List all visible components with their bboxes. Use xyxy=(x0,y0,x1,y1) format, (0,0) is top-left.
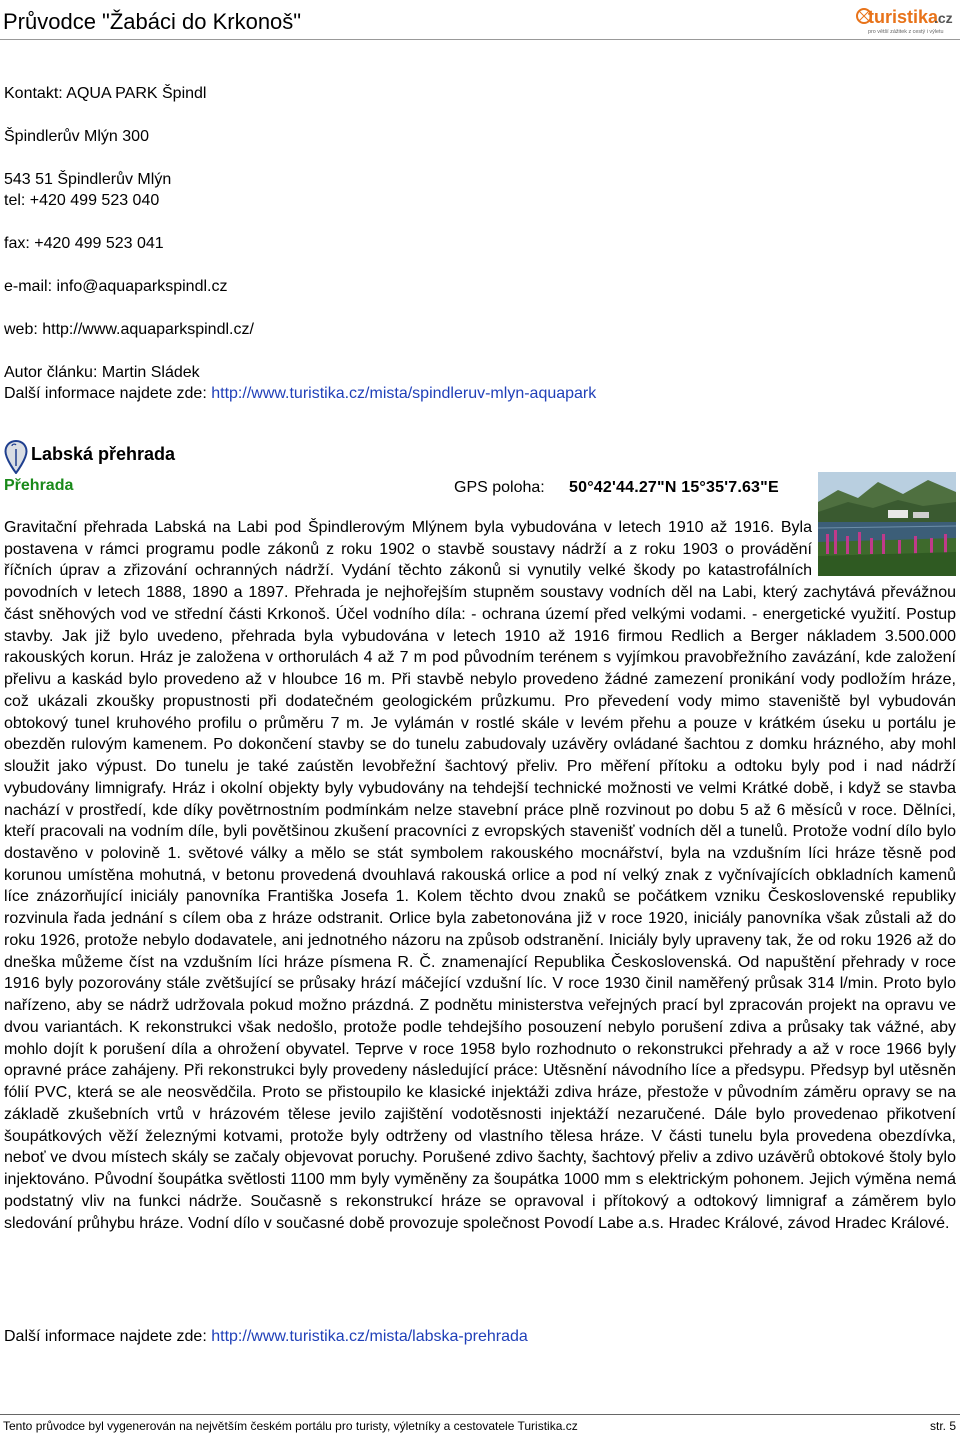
labska-prehrada-link[interactable]: http://www.turistika.cz/mista/labska-prehrada xyxy=(211,1328,528,1345)
contact-line: Kontakt: AQUA PARK Špindl xyxy=(4,85,207,102)
map-pin-icon xyxy=(4,440,28,474)
more-info-label: Další informace najdete zde: xyxy=(4,1328,207,1345)
logo-tld: .cz xyxy=(934,10,953,26)
contact-line: web: http://www.aquaparkspindl.cz/ xyxy=(4,321,254,338)
more-info-label: Další informace najdete zde: xyxy=(4,385,207,402)
footer-divider xyxy=(0,1414,960,1415)
turistika-logo[interactable] xyxy=(855,3,957,37)
contact-line: tel: +420 499 523 040 xyxy=(4,192,160,209)
article-body xyxy=(4,517,956,1234)
author-line: Autor článku: Martin Sládek xyxy=(4,364,200,381)
more-info-line xyxy=(4,1328,528,1346)
contact-line: e-mail: info@aquaparkspindl.cz xyxy=(4,278,228,295)
header-divider xyxy=(0,39,960,40)
place-type: Přehrada xyxy=(4,477,74,494)
page-header xyxy=(0,0,960,40)
footer-text: Tento průvodce byl vygenerován na největším českém portálu pro turisty, výletníky a cestovatele Turistika.cz xyxy=(3,1419,578,1433)
photo-spacer xyxy=(812,517,956,579)
contact-line: fax: +420 499 523 041 xyxy=(4,235,164,252)
logo-tagline: pro větší zážitek z cestý i výletu xyxy=(868,29,944,35)
place-title: Labská přehrada xyxy=(31,444,176,464)
contact-line: Špindlerův Mlýn 300 xyxy=(4,128,149,145)
page-number: str. 5 xyxy=(929,1419,956,1433)
more-info-line xyxy=(4,383,596,404)
aquapark-link[interactable]: http://www.turistika.cz/mista/spindleruv-mlyn-aquapark xyxy=(211,385,597,402)
contact-line: 543 51 Špindlerův Mlýn xyxy=(4,171,172,188)
guide-title: Průvodce "Žabáci do Krkonoš" xyxy=(3,9,302,34)
article-text: Gravitační přehrada Labská na Labi pod Špindlerovým Mlýnem byla vybudována v letech 1910 až 1916. Byla postavena v rámci programu podle zákonů z roku 1902 o stavbě soustavy nádrží a z roku 1903 o provádění říčních úprav a zřizování ochranných nádrží. Vydání těchto zákonů si vynutily velké škody po katastrofálních povodních v letech 1888, 1890 a 1897. Přehrada je nejhořejším stupněm soustavy vodních děl na Labi, který zachytává převážnou část sněhových vod ve střední části Krkonoš. Účel vodního díla: - ochrana území před velkými vodami. - energetické využití. Postup stavby. Jak již bylo uvedeno, přehrada byla vybudována v letech 1910 až 1916 firmou Redlich a Berger nákladem 3.500.000 rakouských korun. Hráz je založena v orthorulách 4 až 7 m pod původním terénem s vyjímkou pravobřežního zavázání, kde založení přelivu a kaskád bylo provedeno až v hloubce 16 m. Při stavbě nebylo provedeno žádné zamezení pronikání vody podložím hráze, což ukázali zkoušky propustnosti při dodatečném geologickém průzkumu. Pro převedení vody mimo staveniště byl vybudován obtokový tunel kruhového profilu o průměru 7 m. Je vylámán v rostlé skále v levém přehu a pouze v krátkém úseku u portálu je obezděn rulovým kamenem. Po dokončení stavby se do tunelu zabudovaly uzávěry ovládané šachtou z domku hrázného, aby mohl sloužit jako výpust. Do tunelu je také zaústěn levobřežní šachtový přeliv. Pro měření přítoku a odtoku byly pod i nad nádrží vybudovány limnigrafy. Hráz i okolní objekty byly vybudovány na tehdejší technické možnosti ve velmi Krátké době, i když se stavba nachází v prostředí, kde díky povětrnostním podmínkám nelze stavební práce plně rozvinout po dobu 5 až 6 měsíců v roce. Dělníci, kteří pracovali na vodním díle, byli povětšinou zkušení pracovníci z evropských stavenišť vodních děl a tunelů. Protože vodní dílo bylo dostavěno v polovině 1. světové války a mělo se stát symbolem rakouského mocnářství, byla na vzdušním líci hráze těsně pod korunou umístěna mohutná, v betonu provedená dvouhlavá rakouská orlice a pod ní velký znak z vyčnívajících obkladních kamenů líce znázorňující iniciály panovníka Františka Josefa 1. Kolem těchto dvou znaků se počátkem vzniku Československé republiky rozvinula řada jednání s cílem oba z hráze odstranit. Orlice byla zabetonována již v roce 1920, iniciály panovníka však zůstali až do roku 1926, protože nebylo dodavatele, ani jednotného názoru na způsob odstranění. Iniciály byly upraveny tak, že od roku 1926 až do dneška můžeme číst na vzdušním líci hráze písmena R. Č. znamenající Republika Československá. Od napuštění přehrady v roce 1916 byly pozorovány stále zvětšující se průsaky hrází máčející vzdušní líc. V roce 1930 činil naměřený průsak 314 l/min. Proto bylo nařízeno, aby se nádrž udržovala pokud možno prázdná. Z podnětu ministerstva veřejných prací byl zpracován projekt na opravu ve dvou variantách. K rekonstrukci však nedošlo, protože podle tehdejšího posouzení nebylo porušení zdiva a průsaky tak vážné, aby mohlo dojít k porušení díla a ohrožení obyvatel. Teprve v roce 1958 bylo rozhodnuto o rekonstrukci přehrady a až v roce 1966 byly opravné práce zahájeny. Při rekonstrukci byly provedeny následující práce: Utěsnění návodního líce a předsypu. Předsyp byl utěsněn fólií PVC, která se ale neosvědčila. Proto se přistoupilo ke klasické injektáži zdiva hráze, přestože v původním záměru opravy se na základě zkušebních vrtů v hrázovém tělese jevilo zajištění vodotěsnosti injektáží nezaručené. Dále bylo provedenao přikotvení šoupátkových věží železnými kotvami, protože byly odtrženy od vlastního tělesa hráze. V části tunelu byla provedena obezdívka, neboť ve dvou místech skály se začaly objevovat poruchy. Porušené zdivo šachty, šachtový přeliv a zdivo uzávěrů obtokové štoly bylo injektováno. Původní šoupátka světlosti 1100 mm byly vyměněny za šoupátka 1000 mm s elektrickým pohonem. Jejich výměna nemá podstatný vliv na funkci nádrže. Současně s rekonstrukcí hráze se opravoval i přítokový a odtokový limnigraf a záměrem bylo sledování průhybu hráze. Vodní dílo v současné době provozuje společnost Povodí Labe a.s. Hradec Králové, závod Hradec Králové. xyxy=(4,519,956,1232)
logo-main: turistika xyxy=(868,7,939,27)
gps-value: 50°42'44.27"N 15°35'7.63"E xyxy=(569,479,779,496)
gps-label: GPS poloha: xyxy=(454,479,545,496)
